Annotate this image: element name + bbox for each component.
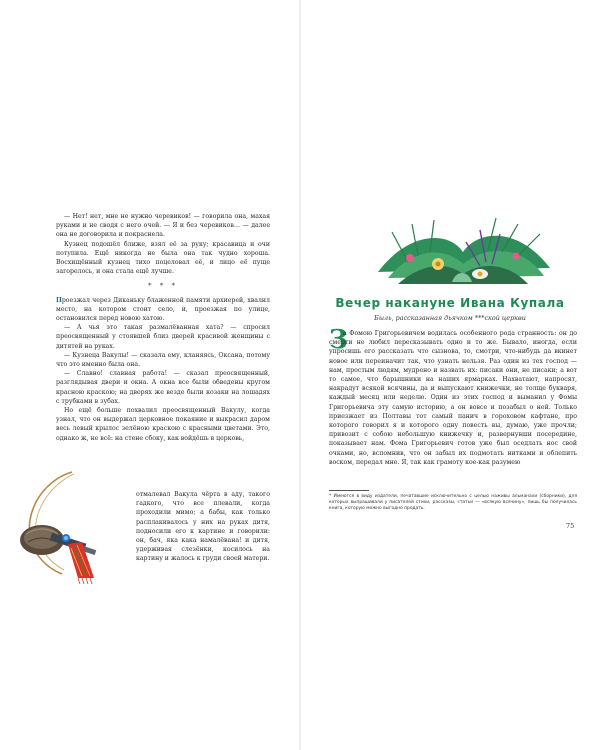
left-text-block: [56, 212, 270, 443]
dropcap: З: [329, 325, 348, 355]
paragraph: Кузнец подошёл ближе, взял её за руку; красавица и очи потупила. Ещё никогда не была она так чудно хороша. Восхищённый кузнец тихо поцеловал её, и лицо её пуще загорелось, и она стала ещё лучше.: [56, 240, 270, 276]
section-divider: * * *: [148, 282, 178, 291]
shoe-with-ribbon-illustration: [12, 468, 120, 588]
paragraph: Но ещё больше похвалил преосвященный Вакулу, когда узнал, что он выдержал церковное покаяние и выкрасил даром весь левый крылос зелёною краскою с красными цветами. Это, однако ж, не всё: на стене сбоку, как войдёшь в церковь,: [56, 407, 270, 442]
right-page: [300, 0, 600, 750]
chapter-subtitle: Быль, рассказанная дьячком ***ской церкви: [374, 314, 526, 322]
paragraph: — Нет! нет, мне не нужно черевиков! — говорила она, махая руками и не сводя с него очей. — Я и без черевиков… — далее она не договорила и покраснела.: [56, 213, 270, 239]
paragraph-text: роезжал через Диканьку блаженной памяти архиерей, хвалил место, на котором стоит село, и, проезжая по улице, остановился перед новою хатою.: [56, 296, 270, 323]
paragraph: [329, 325, 577, 467]
footnote: * Имеются в виду издатели, печатавшие исключительно с целью наживы альманахи (сборники), для которых выпрашивали у писателей стихи, рассказы, статьи — «всякую всячину», лишь бы получилась книга, которую можно выгодно продать.: [329, 494, 577, 511]
paragraph: отмалевал Вакула чёрта в аду, такого гадкого, что все плевали, когда проходили мимо; а бабы, как только расплакивалось у них на руках дитя, подносили его к картине и говорили: он, бач, яка кака намалёвана! и дитя, удерживая слезёнки, косилось на картину и жалось к груди своей матери.: [136, 491, 270, 563]
paragraph: [56, 296, 270, 324]
paragraph: — Кузнеца Вакулы! — сказала ему, кланяясь, Оксана, потому что это именно была она.: [56, 351, 270, 369]
paragraph: — Славно! славная работа! — сказал преосвященный, разглядывая двери и окна. А окна все были обведены кругом красною краскою; на дверях же везде были козаки на лошадях с трубками в зубах.: [56, 370, 270, 405]
paragraph: — А чья это такая размалёванная хата? — спросил преосвященный у стоявшей близ дверей красивой женщины с дитятей на руках.: [56, 324, 270, 350]
page-number: 75: [566, 522, 575, 530]
wrapped-text-block: [136, 490, 270, 564]
paragraph-text: а Фомою Григорьевичем водилась особенного рода странность: он до смерти не любил пересказывать одно и то же. Бывало, иногда, если упросишь его рассказать что сызнова, то, смотри, что-нибудь да вкинет новое или переиначит так, что узнать нельзя. Раз один из тех господ — нам, простым людям, мудрено и назвать их: писаки они, не писаки; а вот то самое, что барышники на наших ярмарках. Нахватают, напросят, накрадут всякой всячины, да и выпускают книжечки, не толще букваря, каждый месяц или неделю. Один из этих господ и выманил у Фомы Григорьевича эту самую историю, а он вовсе и позабыл о ней. Только приезжает из Полтавы тот самый панич в гороховом кафтане, про которого говорил я и которого одну повесть вы, думаю, уже прочли; привозит с собою небольшую книжечку и, развернувши посередине, показывает нам. Фома Григорьевич готов уже был оседлать нос свой очками, но, вспомнив, что он забыл их подмотать нитками и облепить воском, передал мне. Я, так как грамоту кое-как разумею: [329, 330, 577, 466]
footnote-divider: [329, 490, 369, 491]
flowers-and-leaves-illustration: [368, 212, 558, 296]
right-text-block: [329, 325, 577, 467]
dropcap: П: [56, 296, 62, 304]
chapter-title: Вечер накануне Ивана Купала: [335, 296, 565, 310]
